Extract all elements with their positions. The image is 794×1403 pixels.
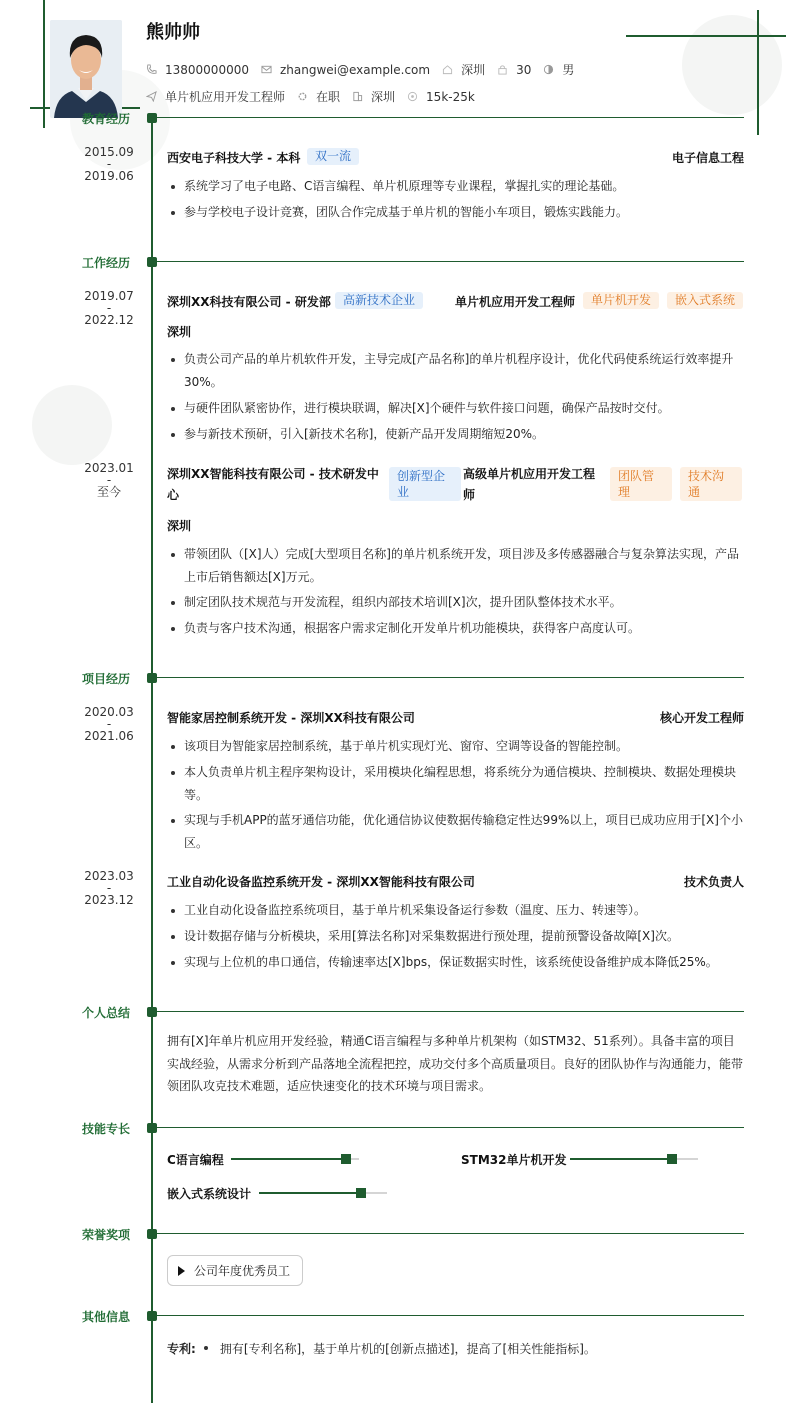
section-divider (157, 117, 744, 118)
decor-circle-top-right (682, 15, 782, 115)
gender-text: 男 (562, 63, 575, 77)
section-marker (147, 1229, 157, 1239)
section-divider (157, 261, 744, 262)
bullet-item: 该项目为智能家居控制系统，基于单片机实现灯光、窗帘、空调等设备的智能控制。 (167, 735, 743, 758)
gender-icon (543, 64, 554, 75)
bullet-item: 制定团队技术规范与开发流程，组织内部技术培训[X]次，提升团队整体技术水平。 (167, 591, 743, 614)
date-range: 2023.01 - 至今 (84, 461, 134, 499)
skill-name: STM32单片机开发 (461, 1153, 567, 1167)
building-icon (352, 91, 363, 102)
bullet-item: 负责公司产品的单片机软件开发，主导完成[产品名称]的单片机程序设计，优化代码使系统运行效率提升30%。 (167, 348, 743, 394)
skill-bar-knob (341, 1154, 351, 1164)
section-divider (157, 1315, 744, 1316)
major-name: 电子信息工程 (671, 151, 744, 165)
play-icon (178, 1266, 185, 1276)
skill-bar-fill (231, 1158, 346, 1160)
home-icon (442, 64, 453, 75)
section-marker (147, 1311, 157, 1321)
company-tag: 创新型企业 (389, 467, 461, 501)
job-title: 高级单片机应用开发工程师 (463, 467, 596, 502)
section-marker (147, 257, 157, 267)
company-tag: 高新技术企业 (335, 292, 423, 309)
honor-item[interactable] (167, 1255, 303, 1286)
bullet-item: 与硬件团队紧密协作，进行模块联调，解决[X]个硬件与软件接口问题，确保产品按时交付。 (167, 397, 743, 420)
section-title-honors: 荣誉奖项 (81, 1228, 130, 1242)
section-divider (157, 677, 744, 678)
summary-text: 拥有[X]年单片机应用开发经验，精通C语言编程与多种单片机架构（如STM32、51系列）。具备丰富的项目实战经验，从需求分析到产品落地全流程把控，成功交付多个高质量项目。良好的团队协作与沟通能力，能带领团队攻克技术难题，适应快速变化的技术环境与项目需求。 (167, 1034, 744, 1093)
job-title: 单片机应用开发工程师 (455, 295, 576, 309)
date-range: 2020.03 - 2021.06 (84, 705, 134, 743)
salary-text: 15k-25k (426, 89, 475, 104)
work-location: 深圳 (167, 325, 192, 339)
age-text: 30 (516, 62, 532, 77)
section-marker (147, 113, 157, 123)
section-title-other: 其他信息 (81, 1310, 130, 1324)
email-text: zhangwei@example.com (279, 62, 431, 77)
mail-icon (261, 64, 272, 75)
company-name: 深圳XX智能科技有限公司 - 技术研发中心 (167, 467, 379, 502)
contact-row (146, 61, 574, 78)
target-city-text: 深圳 (371, 90, 396, 104)
skill-name: 嵌入式系统设计 (167, 1187, 252, 1201)
job-intention-row (146, 88, 475, 105)
bullet-item: 带领团队（[X]人）完成[大型项目名称]的单片机系统开发，项目涉及多传感器融合与复杂算法实现，产品上市后销售额达[X]万元。 (167, 543, 743, 589)
avatar-image (50, 20, 122, 118)
skill-tag: 单片机开发 (583, 292, 659, 309)
bullet-item: 设计数据存储与分析模块，采用[算法名称]对采集数据进行预处理，提前预警设备故障[X]次。 (167, 925, 743, 948)
status-text: 在职 (316, 90, 341, 104)
date-range: 2015.09 - 2019.06 (84, 145, 134, 183)
skill-bar (259, 1192, 387, 1194)
city-text: 深圳 (461, 63, 486, 77)
date-range: 2019.07 - 2022.12 (84, 289, 134, 327)
bullet-item: 实现与手机APP的蓝牙通信功能，优化通信协议使数据传输稳定性达99%以上，项目已成功应用于[X]个小区。 (167, 809, 743, 855)
position-text: 单片机应用开发工程师 (165, 90, 286, 104)
phone-icon (146, 64, 157, 75)
section-title-projects: 项目经历 (81, 672, 130, 686)
section-title-skills: 技能专长 (81, 1122, 130, 1136)
decor-line (757, 10, 759, 135)
salary-icon (407, 91, 418, 102)
work-location: 深圳 (167, 519, 192, 533)
bullet-item: 实现与上位机的串口通信，传输速率达[X]bps，保证数据实时性，该系统使设备维护成本降低25%。 (167, 951, 743, 974)
bullet-item: 参与学校电子设计竞赛，团队合作完成基于单片机的智能小车项目，锻炼实践能力。 (167, 201, 743, 224)
section-title-education: 教育经历 (81, 112, 130, 126)
section-marker (147, 1123, 157, 1133)
skill-tag: 团队管理 (610, 467, 672, 501)
section-divider (157, 1233, 744, 1234)
bullet-item: 工业自动化设备监控系统项目，基于单片机采集设备运行参数（温度、压力、转速等）。 (167, 899, 743, 922)
company-name: 深圳XX科技有限公司 - 研发部 (167, 295, 331, 309)
honor-label: 公司年度优秀员工 (194, 1264, 291, 1278)
bullet-item: 系统学习了电子电路、C语言编程、单片机原理等专业课程，掌握扎实的理论基础。 (167, 175, 743, 198)
bullet-item: 参与新技术预研，引入[新技术名称]，使新产品开发周期缩短20%。 (167, 423, 743, 446)
skill-bar-knob (667, 1154, 677, 1164)
section-divider (157, 1127, 744, 1128)
phone-text: 13800000000 (165, 62, 249, 77)
project-title: 工业自动化设备监控系统开发 - 深圳XX智能科技有限公司 (167, 875, 475, 889)
decor-line (43, 0, 45, 128)
section-marker (147, 673, 157, 683)
project-title: 智能家居控制系统开发 - 深圳XX科技有限公司 (167, 711, 415, 725)
bullet-item: 负责与客户技术沟通，根据客户需求定制化开发单片机功能模块，获得客户高度认可。 (167, 617, 743, 640)
skill-bar-fill (570, 1158, 672, 1160)
skill-tag: 技术沟通 (680, 467, 742, 501)
skill-bar (570, 1158, 698, 1160)
other-info-row (167, 1340, 596, 1357)
status-icon (297, 91, 308, 102)
send-icon (146, 91, 157, 102)
project-role: 技术负责人 (683, 875, 744, 889)
decor-line (626, 35, 786, 37)
avatar (50, 20, 122, 118)
skill-tag: 嵌入式系统 (667, 292, 743, 309)
skill-bar-knob (356, 1188, 366, 1198)
other-info-label: 专利: (167, 1342, 196, 1356)
skill-name: C语言编程 (167, 1153, 224, 1167)
school-tag: 双一流 (307, 148, 359, 165)
project-role: 核心开发工程师 (659, 711, 744, 725)
section-title-work: 工作经历 (81, 256, 130, 270)
decor-circle-left (32, 385, 112, 465)
candidate-name: 熊帅帅 (146, 22, 200, 43)
skill-bar-fill (259, 1192, 361, 1194)
other-info-text: 拥有[专利名称]，基于单片机的[创新点描述]，提高了[相关性能指标]。 (219, 1342, 596, 1356)
section-divider (157, 1011, 744, 1012)
timeline-line (151, 113, 153, 1403)
age-icon (497, 64, 508, 75)
date-range: 2023.03 - 2023.12 (84, 869, 134, 907)
school-name: 西安电子科技大学 - 本科 (167, 151, 301, 165)
bullet-dot (204, 1346, 208, 1350)
section-title-summary: 个人总结 (81, 1006, 130, 1020)
section-marker (147, 1007, 157, 1017)
skill-bar (231, 1158, 359, 1160)
bullet-item: 本人负责单片机主程序架构设计，采用模块化编程思想，将系统分为通信模块、控制模块、数据处理模块等。 (167, 761, 743, 807)
